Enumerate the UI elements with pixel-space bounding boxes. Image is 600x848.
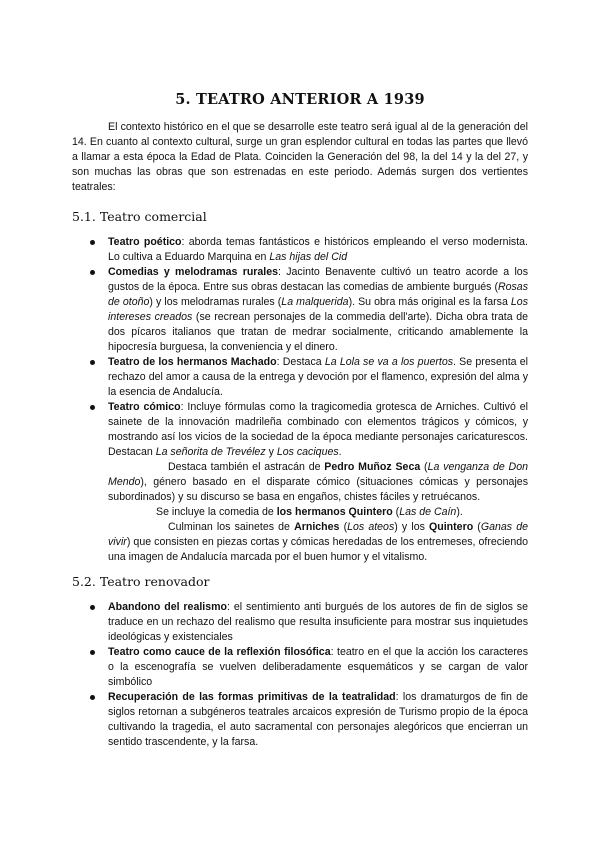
paragraph-munoz-seca: Destaca también el astracán de Pedro Muñoz Seca (La venganza de Don Mendo), género basado en el disparate cómico (situaciones cómicas y personajes subordinados) y su discurso se basa en engaños, chistes fáciles y retruécanos. — [108, 461, 528, 503]
intro-paragraph: El contexto histórico en el que se desarrolle este teatro será igual al de la generación del 14. En cuanto al contexto cultural, surge un gran esplendor cultural en todas las partes que llevó a llamar a esta época la Edad de Plata. Coinciden la Generación del 98, la del 14 y la del 27, y son muchas las obras que son estrenadas en este periodo. Además surgen dos vertientes teatrales: — [72, 121, 528, 193]
list-item-reflexion-filosofica: Teatro como cauce de la reflexión filosófica: teatro en el que la acción los caracteres o la escenografía se vuelven deliberadamente esquemáticos y se cargan de valor simbólico — [108, 646, 528, 688]
term-reflexion-filosofica: Teatro como cauce de la reflexión filosófica — [108, 646, 331, 658]
paragraph-quintero: Se incluye la comedia de los hermanos Quintero (Las de Caín). — [156, 506, 463, 518]
work-title: La Lola se va a los puertos — [324, 356, 454, 368]
paragraph-culminan: Culminan los sainetes de Arniches (Los ateos) y los Quintero (Ganas de vivir) que consisten en piezas cortas y cómicas heredadas de los entremeses, ofreciendo una imagen de Andalucía marcada por el buen humor y el vitalismo. — [108, 521, 528, 563]
list-item-machado: Teatro de los hermanos Machado: Destaca La Lola se va a los puertos. Se presenta el rechazo del amor a causa de la entrega y devoción por el flamenco, expresión del alma y la esencia de Andalucía. — [108, 356, 529, 398]
comercial-list — [108, 235, 528, 565]
work-title: Los intereses creados — [108, 296, 528, 323]
term-abandono-realismo: Abandono del realismo — [108, 601, 228, 613]
work-title: Los ateos — [347, 521, 395, 533]
page-title: 5. TEATRO ANTERIOR A 1939 — [175, 91, 425, 108]
work-title: Las hijas del Cid — [269, 251, 348, 263]
work-title: La malquerida — [281, 296, 349, 308]
work-title: La venganza de Don Mendo — [108, 461, 528, 488]
list-item-formas-primitivas: Recuperación de las formas primitivas de la teatralidad: los dramaturgos de fin de siglos retornan a subgéneros teatrales arcaicos expresión de Turismo propio de la época cultivando la tragedia, el auto sacramental con personajes alegóricos que encierran un sentido trascendente, y la farsa. — [108, 691, 528, 748]
work-title: La señorita de Trevélez — [155, 446, 266, 458]
section-heading-renovador: 5.2. Teatro renovador — [72, 574, 210, 589]
list-item-teatro-poetico: Teatro poético: aborda temas fantásticos e históricos empleando el verso modernista. Lo cultiva a Eduardo Marquina en Las hijas del Cid — [108, 236, 529, 263]
work-title: Ganas de vivir — [108, 521, 528, 548]
work-title: Los caciques — [276, 446, 339, 458]
list-item-comedias: Comedias y melodramas rurales: Jacinto Benavente cultivó un teatro acorde a los gustos de la época. Entre sus obras destacan las comedias de ambiente burgués (Rosas de otoño) y los melodramas rurales (La malquerida). Su obra más original es la farsa Los intereses creados (se recrean personajes de la commedia dell'arte). Dicha obra trata de dos pícaros italianos que tratan de medrar socialmente, criticando amablemente la hipocresía burguesa, la conveniencia y el dinero. — [108, 266, 528, 353]
term-formas-primitivas: Recuperación de las formas primitivas de la teatralidad — [108, 691, 396, 703]
author-name: Arniches — [294, 521, 340, 533]
list-item-teatro-comico: Teatro cómico: Incluye fórmulas como la tragicomedia grotesca de Arniches. Cultivó el sainete de la innovación madrileña combinado con elementos trágicos y cómicos, y mostrando así los vicios de la sociedad de la época mediante personajes caricaturescos. Destacan La señorita de Trevélez y Los caciques. Destaca también el astracán de Pedro Muñoz Seca (La venganza de Don Mendo), género basado en el disparate cómico (situaciones cómicas y personajes subordinados) y su discurso se basa en engaños, chistes fáciles y retruécanos. Se incluye la comedia de los hermanos Quintero (Las de Caín). Culminan los sainetes de Arniches (Los ateos) y los Quintero (Ganas de vivir) que consisten en piezas cortas y cómicas heredadas de los entremeses, ofreciendo una imagen de Andalucía marcada por el buen humor y el vitalismo. — [108, 401, 529, 563]
term-machado: Teatro de los hermanos Machado — [108, 356, 277, 368]
section-heading-comercial: 5.1. Teatro comercial — [72, 209, 207, 224]
renovador-list — [108, 600, 528, 750]
list-item-abandono-realismo: Abandono del realismo: el sentimiento anti burgués de los autores de fin de siglos se traduce en un rechazo del realismo que resulta insuficiente para mostrar sus inquietudes ideológicas y existenciales — [108, 601, 528, 643]
term-teatro-poetico: Teatro poético — [108, 236, 182, 248]
author-name: Quintero — [429, 521, 474, 533]
work-title: Rosas de otoño — [108, 281, 528, 308]
term-comedias: Comedias y melodramas rurales — [108, 266, 279, 278]
term-teatro-comico: Teatro cómico — [108, 401, 181, 413]
author-name: los hermanos Quintero — [276, 506, 393, 518]
work-title: Las de Caín — [399, 506, 457, 518]
author-name: Pedro Muñoz Seca — [324, 461, 421, 473]
